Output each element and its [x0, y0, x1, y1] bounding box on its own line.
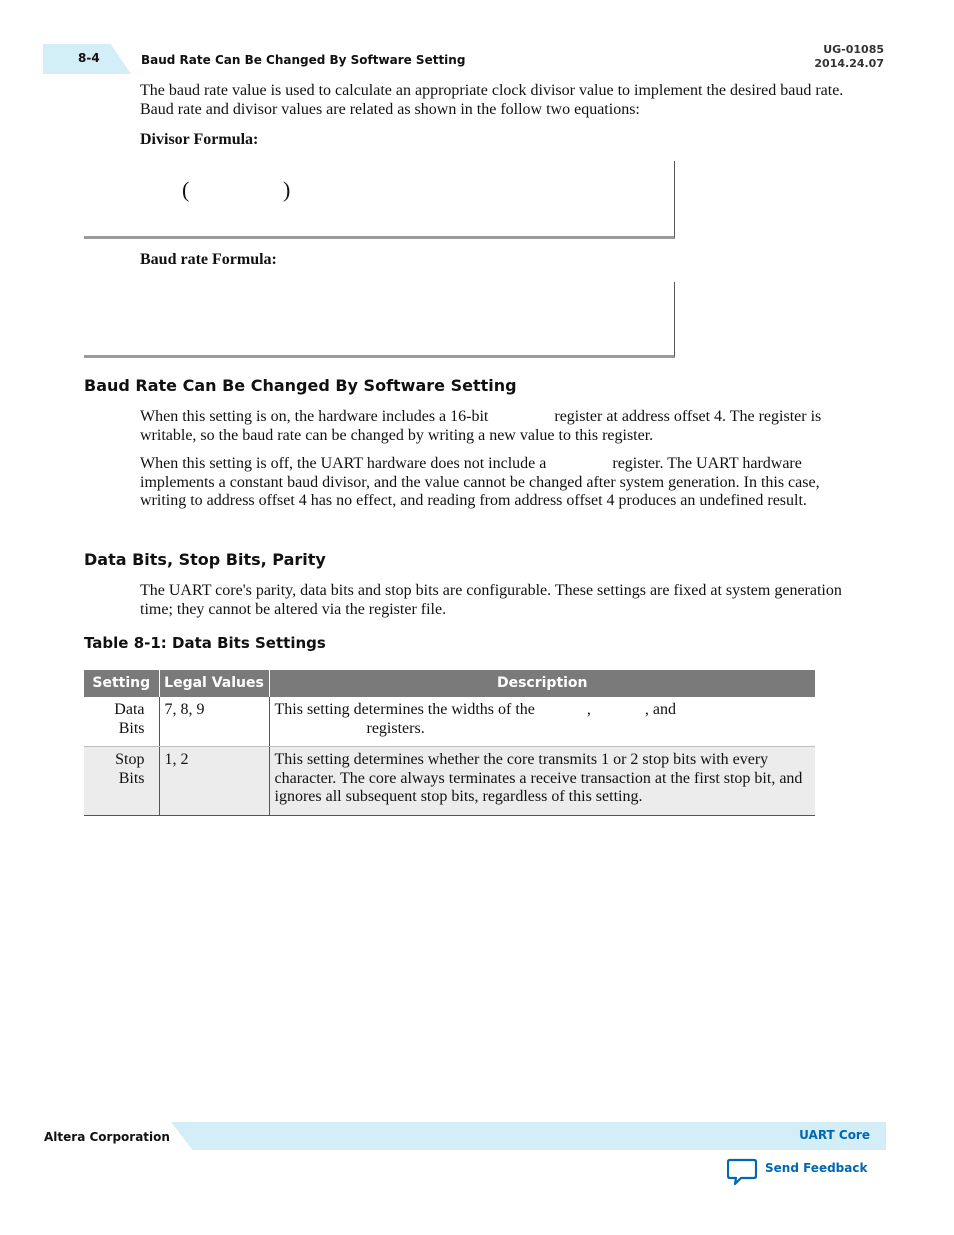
baud-paragraph-1 [140, 408, 866, 445]
data-bits-table [84, 670, 815, 816]
baud-p1-start: When this setting is on, the hardware includes a 16-bit [140, 408, 489, 425]
baud-formula-label: Baud rate Formula: [140, 251, 277, 268]
divisor-open-paren: ( [182, 177, 190, 202]
table-row [84, 697, 815, 747]
cell-legal-values: 7, 8, 9 [159, 697, 269, 747]
running-header-title: Baud Rate Can Be Changed By Software Setting [141, 53, 466, 67]
doc-id: UG-01085 [823, 43, 884, 56]
cell-setting: Data Bits [84, 697, 159, 747]
table-row [84, 747, 815, 816]
header-setting: Setting [84, 670, 159, 697]
footer-company: Altera Corporation [44, 1130, 170, 1144]
desc-separator: , [586, 701, 591, 718]
baud-section-heading: Baud Rate Can Be Changed By Software Setting [84, 376, 517, 395]
doc-info [814, 43, 884, 71]
table-caption: Table 8-1: Data Bits Settings [84, 634, 326, 652]
footer-band [171, 1122, 886, 1150]
baud-p2-start: When this setting is off, the UART hardware does not include a [140, 455, 547, 472]
table-header-row [84, 670, 815, 697]
cell-description: This setting determines whether the core transmits 1 or 2 stop bits with every character. The core always terminates a receive transaction at the first stop bit, and ignores all subsequent stop bits, regardless of this setting. [269, 747, 815, 816]
divisor-close-paren: ) [283, 177, 291, 202]
footer-chapter-link[interactable]: UART Core [799, 1128, 870, 1142]
cell-legal-values: 1, 2 [159, 747, 269, 816]
header-description: Description [269, 670, 815, 697]
speech-bubble-icon[interactable] [727, 1158, 757, 1186]
desc-and: , and [644, 701, 677, 718]
cell-setting: Stop Bits [84, 747, 159, 816]
page-number: 8-4 [78, 51, 100, 65]
desc-text-start: This setting determines the widths of the [274, 701, 535, 718]
doc-date: 2014.24.07 [814, 57, 884, 70]
baud-p1-end: register at address offset 4. The register is writable, so the baud rate can be changed by writing a new value to this register. [140, 408, 822, 444]
divisor-formula-label: Divisor Formula: [140, 131, 259, 148]
divisor-formula-box [84, 161, 675, 239]
header-legal-values: Legal Values [159, 670, 269, 697]
baud-paragraph-2 [140, 455, 866, 511]
cell-description [269, 697, 815, 747]
bits-paragraph: The UART core's parity, data bits and stop bits are configurable. These settings are fixed at system generation time; they cannot be altered via the register file. [140, 582, 842, 618]
baud-p2-end: register. The UART hardware implements a constant baud divisor, and the value cannot be changed after system generation. In this case, writing to address offset 4 has no effect, and reading from address offset 4 produces an undefined result. [140, 455, 820, 509]
bits-section-heading: Data Bits, Stop Bits, Parity [84, 550, 326, 569]
intro-paragraph: The baud rate value is used to calculate an appropriate clock divisor value to implement the desired baud rate. Baud rate and divisor values are related as shown in the follow two equations: [140, 82, 844, 118]
baud-formula-box [84, 282, 675, 358]
send-feedback-link[interactable]: Send Feedback [765, 1161, 868, 1175]
desc-text-end: registers. [366, 719, 425, 737]
